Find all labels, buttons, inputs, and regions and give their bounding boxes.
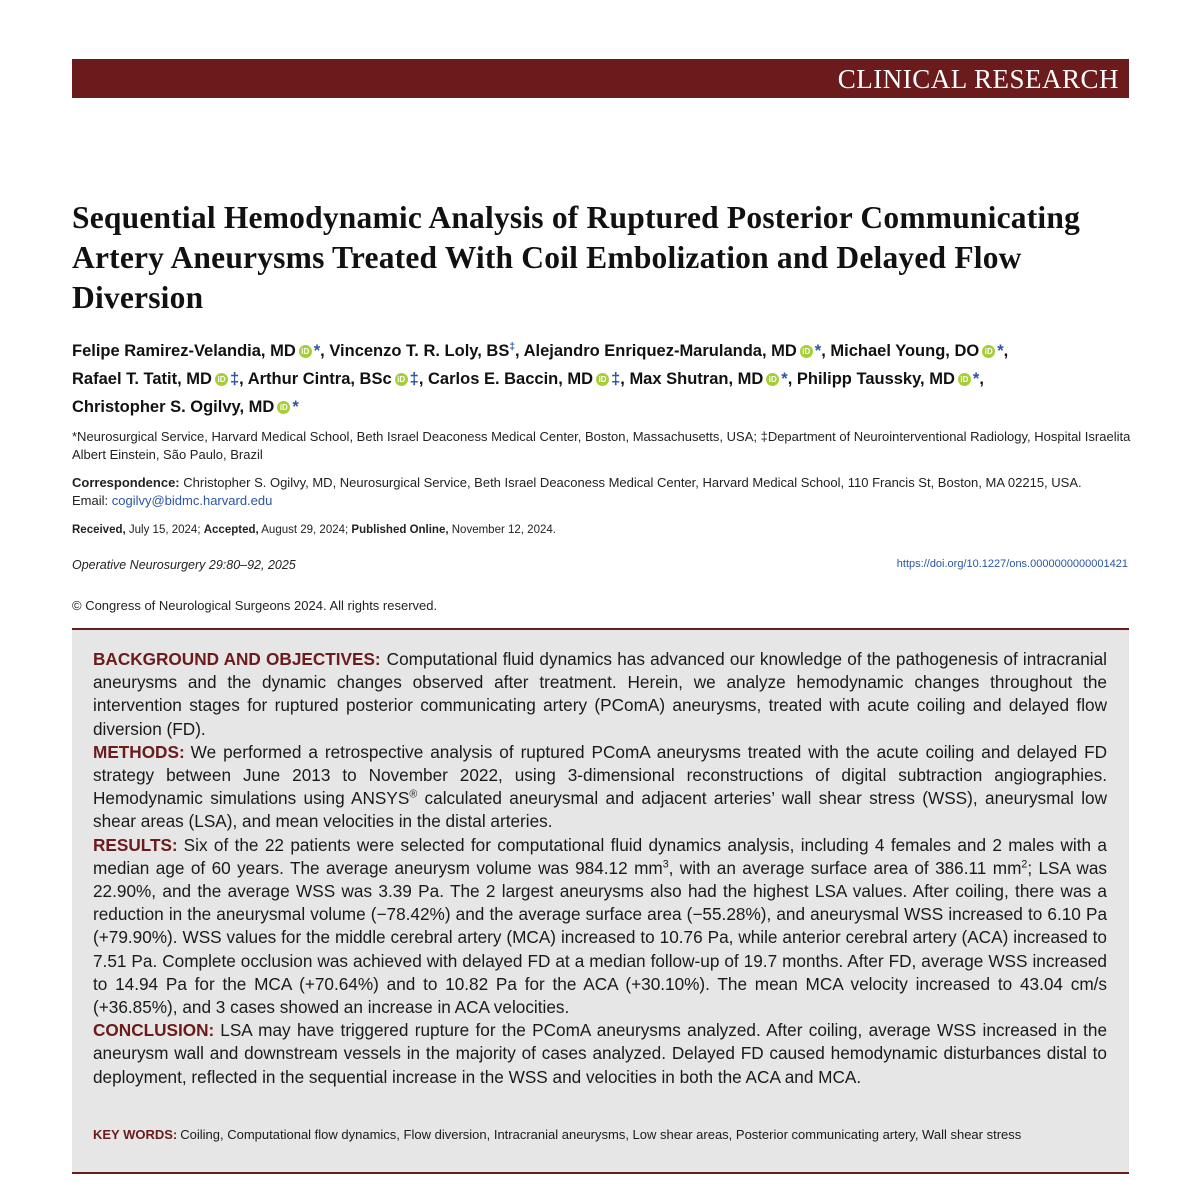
orcid-icon[interactable]: iD	[958, 373, 971, 386]
affiliation-mark: ‡	[409, 370, 419, 388]
author[interactable]	[248, 370, 419, 388]
affiliation-mark: *	[814, 342, 822, 360]
email-link[interactable]: cogilvy@bidmc.harvard.edu	[111, 493, 273, 508]
section-label: METHODS:	[93, 741, 185, 762]
affiliation-mark: *	[972, 370, 980, 388]
abstract-body	[93, 648, 1107, 1089]
author-name: Vincenzo T. R. Loly, BS	[329, 342, 510, 360]
orcid-icon[interactable]: iD	[215, 373, 228, 386]
accepted-label: Accepted,	[203, 524, 259, 536]
superscript: 3	[662, 858, 669, 871]
section-text: Computational fluid dynamics has advanced our knowledge of the pathogenesis of intracranial aneurysms and the dynamic changes observed after treatment. Herein, we analyze hemodynamic changes throughout the intervention stages for ruptured posterior communicating artery (PComA) aneurysms, treated with acute coiling and delayed flow diversion (FD).	[93, 649, 1107, 739]
author[interactable]	[72, 370, 239, 388]
section-text: LSA may have triggered rupture for the PComA aneurysms analyzed. After coiling, average WSS increased in the aneurysm wall and downstream vessels in the majority of cases analyzed. Delayed FD caused hemodynamic disturbances distal to deployment, reflected in the sequential increase in the WSS and velocities in both the ACA and MCA.	[93, 1020, 1107, 1087]
journal-citation: Operative Neurosurgery 29:80–92, 2025	[72, 558, 296, 572]
author-name: Christopher S. Ogilvy, MD	[72, 398, 275, 416]
orcid-icon[interactable]: iD	[299, 345, 312, 358]
author[interactable]	[524, 342, 822, 360]
affiliations: *Neurosurgical Service, Harvard Medical School, Beth Israel Deaconess Medical Center, Boston, Massachusetts, USA; ‡Department of Neurointerventional Radiology, Hospital Israelita Albert Einstein, São Paulo, Brazil	[72, 429, 1131, 462]
received-date: July 15, 2024;	[128, 524, 201, 536]
published-label: Published Online,	[351, 524, 449, 536]
abstract-methods	[93, 741, 1107, 834]
author[interactable]	[797, 370, 979, 388]
section-label: CONCLUSION:	[93, 1020, 215, 1041]
author[interactable]	[830, 342, 1003, 360]
section-label: RESULTS:	[93, 834, 178, 855]
published-date: November 12, 2024.	[451, 524, 556, 536]
author[interactable]	[329, 342, 515, 360]
author-name: Carlos E. Baccin, MD	[428, 370, 594, 388]
author[interactable]	[428, 370, 620, 388]
keywords-text: Coiling, Computational flow dynamics, Flow diversion, Intracranial aneurysms, Low shear areas, Posterior communicating artery, Wall shear stress	[180, 1127, 1022, 1142]
doi-link[interactable]: https://doi.org/10.1227/ons.0000000000001421	[896, 558, 1128, 570]
correspondence-label: Correspondence:	[72, 475, 180, 490]
abstract-box	[72, 628, 1129, 1174]
author[interactable]	[72, 398, 299, 416]
abstract-conclusion	[93, 1019, 1107, 1089]
affiliation-mark: ‡	[611, 370, 621, 388]
affiliation-mark: *	[313, 342, 321, 360]
author[interactable]	[72, 342, 320, 360]
author-list: Felipe Ramirez-Velandia, MD iD *, Vincenzo T. R. Loly, BS‡, Alejandro Enriquez-Marulanda, MD iD *, Michael Young, DO iD *, Rafael T. Tatit, MD iD ‡, Arthur Cintra, BSc iD ‡, Carlos E. Baccin, MD iD ‡, Max Shutran, MD iD *, Philipp Taussky, MD iD *, Christopher S. Ogilvy, MD iD *	[72, 341, 1009, 416]
section-label: BACKGROUND AND OBJECTIVES:	[93, 649, 381, 669]
article-dates	[72, 524, 556, 536]
author-name: Arthur Cintra, BSc	[247, 370, 392, 388]
author-name: Max Shutran, MD	[629, 370, 764, 388]
received-label: Received,	[72, 524, 126, 536]
section-text: Six of the 22 patients were selected for computational fluid dynamics analysis, including 4 females and 2 males with a median age of 60 years. The average aneurysm volume was 984.12 mm	[93, 834, 1107, 878]
section-banner: CLINICAL RESEARCH	[72, 59, 1129, 98]
superscript: 2	[1021, 858, 1028, 871]
author-name: Michael Young, DO	[830, 342, 980, 360]
orcid-icon[interactable]: iD	[395, 373, 408, 386]
orcid-icon[interactable]: iD	[766, 373, 779, 386]
affiliation-mark: *	[997, 342, 1004, 360]
abstract-background	[93, 648, 1107, 741]
section-text: , with an average surface area of 386.11 mm	[668, 857, 1022, 878]
affiliation-mark: *	[292, 398, 299, 416]
orcid-icon[interactable]: iD	[596, 373, 609, 386]
affiliation-mark: ‡	[229, 370, 240, 388]
author-name: Alejandro Enriquez-Marulanda, MD	[523, 342, 797, 360]
correspondence-text: Christopher S. Ogilvy, MD, Neurosurgical Service, Beth Israel Deaconess Medical Center, Harvard Medical School, 110 Francis St, Boston, MA 02215, USA.	[183, 475, 1082, 490]
section-text: We performed a retrospective analysis of ruptured PComA aneurysms treated with the acute coiling and delayed FD strategy between June 2013 to November 2022, using 3-dimensional reconstructions of digital subtraction angiographies. Hemodynamic simulations using ANSYS	[93, 741, 1107, 809]
author[interactable]	[629, 370, 787, 388]
author-name: Felipe Ramirez-Velandia, MD	[72, 342, 296, 360]
section-text: calculated aneurysmal and adjacent arteries’ wall shear stress (WSS), aneurysmal low shear areas (LSA), and mean velocities in the distal arteries.	[93, 788, 1108, 832]
keywords	[93, 1126, 1107, 1145]
registered-mark: ®	[409, 788, 418, 801]
author-name: Philipp Taussky, MD	[796, 370, 955, 388]
keywords-label: KEY WORDS:	[93, 1127, 178, 1142]
affiliation-mark: *	[781, 370, 788, 388]
orcid-icon[interactable]: iD	[800, 345, 813, 358]
accepted-date: August 29, 2024;	[261, 524, 349, 536]
article-title: Sequential Hemodynamic Analysis of Ruptured Posterior Communicating Artery Aneurysms Treated With Coil Embolization and Delayed Flow Diversion	[72, 200, 1081, 315]
orcid-icon[interactable]: iD	[982, 345, 995, 358]
email-label: Email:	[72, 493, 109, 508]
correspondence	[72, 474, 1137, 510]
author-name: Rafael T. Tatit, MD	[72, 370, 212, 388]
orcid-icon[interactable]: iD	[277, 401, 290, 414]
abstract-results	[93, 834, 1107, 1020]
section-text: ; LSA was 22.90%, and the average WSS was 3.39 Pa. The 2 largest aneurysms also had the highest LSA values. After coiling, there was a reduction in the aneurysmal volume (−78.42%) and the average surface area (−55.28%), and aneurysmal WSS increased to 6.10 Pa (+79.90%). WSS values for the middle cerebral artery (MCA) increased to 10.76 Pa, while anterior cerebral artery (ACA) increased to 7.51 Pa. Complete occlusion was achieved with delayed FD at a median follow-up of 19.7 months. After FD, average WSS increased to 14.94 Pa for the MCA (+70.64%) and to 10.82 Pa for the ACA (+30.10%). The mean MCA velocity increased to 43.04 cm/s (+36.85%), and 3 cases showed an increase in ACA velocities.	[93, 857, 1107, 1018]
affiliation-mark: ‡	[509, 341, 516, 353]
copyright-notice: © Congress of Neurological Surgeons 2024. All rights reserved.	[72, 598, 438, 613]
